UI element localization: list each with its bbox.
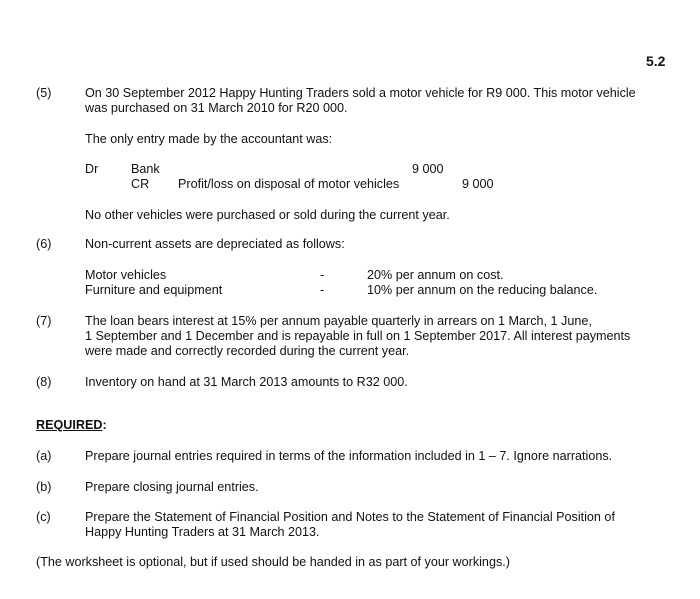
page-number: 5.2	[646, 53, 666, 69]
item-5-no-other: No other vehicles were purchased or sold during the current year.	[85, 208, 450, 222]
required-c-line-2: Happy Hunting Traders at 31 March 2013.	[85, 525, 320, 539]
required-heading-colon: :	[102, 418, 107, 432]
required-a-text: Prepare journal entries required in terms of the information included in 1 – 7. Ignore narrations.	[85, 449, 613, 463]
entry-dr-account: Bank	[131, 162, 160, 176]
required-c-number: (c)	[36, 510, 51, 524]
item-5-only-entry: The only entry made by the accountant was:	[85, 132, 333, 146]
item-8-text: Inventory on hand at 31 March 2013 amounts to R32 000.	[85, 375, 408, 389]
item-7-line-2: 1 September and 1 December and is repayable in full on 1 September 2017. All interest payments	[85, 329, 631, 343]
item-7-line-3: were made and correctly recorded during the current year.	[85, 344, 410, 358]
item-6-text: Non-current assets are depreciated as follows:	[85, 237, 345, 251]
required-a-number: (a)	[36, 449, 52, 463]
required-b-number: (b)	[36, 480, 52, 494]
entry-dr-amount: 9 000	[412, 162, 444, 176]
item-5-line-1: On 30 September 2012 Happy Hunting Traders sold a motor vehicle for R9 000. This motor vehicle	[85, 86, 636, 100]
depreciation-dash: -	[320, 283, 325, 297]
footnote: (The worksheet is optional, but if used should be handed in as part of your workings.)	[36, 555, 510, 569]
entry-cr-label: CR	[131, 177, 150, 191]
item-6-number: (6)	[36, 237, 52, 251]
item-8-number: (8)	[36, 375, 52, 389]
required-heading-text: REQUIRED	[36, 418, 103, 432]
required-c-line-1: Prepare the Statement of Financial Position and Notes to the Statement of Financial Position of	[85, 510, 615, 524]
depreciation-asset: Motor vehicles	[85, 268, 167, 282]
required-b-text: Prepare closing journal entries.	[85, 480, 259, 494]
item-5-line-2: was purchased on 31 March 2010 for R20 000.	[85, 101, 348, 115]
depreciation-asset: Furniture and equipment	[85, 283, 223, 297]
entry-cr-amount: 9 000	[462, 177, 494, 191]
depreciation-rate: 10% per annum on the reducing balance.	[367, 283, 598, 297]
item-5-number: (5)	[36, 86, 52, 100]
entry-cr-account: Profit/loss on disposal of motor vehicles	[178, 177, 400, 191]
depreciation-rate: 20% per annum on cost.	[367, 268, 504, 282]
required-heading	[36, 418, 107, 433]
item-7-number: (7)	[36, 314, 52, 328]
depreciation-dash: -	[320, 268, 325, 282]
item-7-line-1: The loan bears interest at 15% per annum payable quarterly in arrears on 1 March, 1 June,	[85, 314, 592, 328]
entry-dr-label: Dr	[85, 162, 99, 176]
